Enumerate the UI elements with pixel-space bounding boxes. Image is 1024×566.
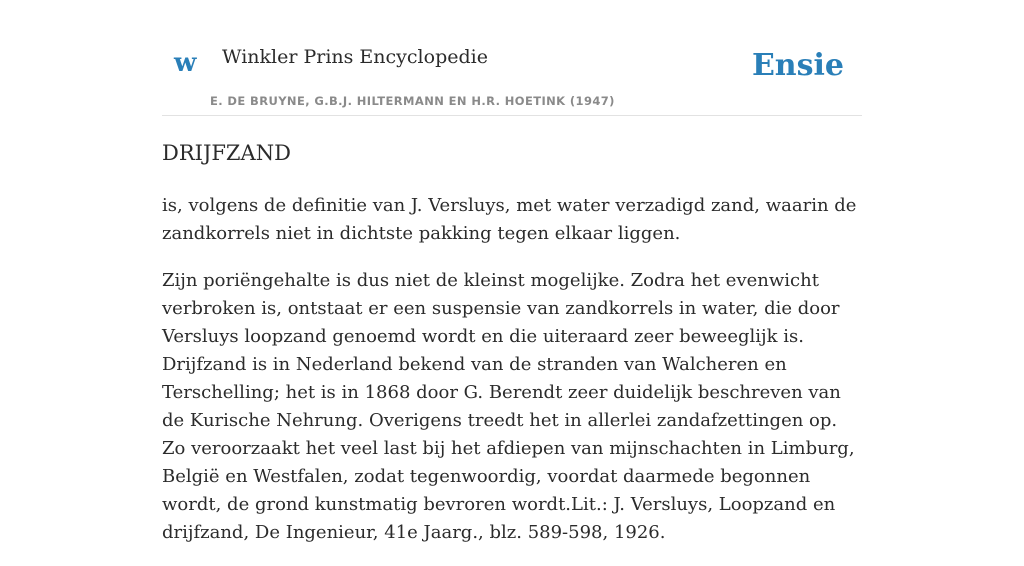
entry-paragraph: is, volgens de definitie van J. Versluys, met water verzadigd zand, waarin de zandkorrels niet in dichtste pakking tegen elkaar liggen. (162, 195, 857, 244)
publication-title[interactable]: Winkler Prins Encyclopedie (222, 46, 488, 68)
entry-title: DRIJFZAND (162, 141, 291, 165)
entry-body (162, 192, 862, 566)
site-logo[interactable]: Ensie (751, 48, 844, 83)
publication-authors: E. DE BRUYNE, G.B.J. HILTERMANN EN H.R. HOETINK (1947) (210, 94, 615, 108)
entry-paragraph: Zijn poriëngehalte is dus niet de kleinst mogelijke. Zodra het evenwicht verbroken is, ontstaat er een suspensie van zandkorrels in water, die door Versluys loopzand genoemd wordt en die uiteraard zeer beweeglijk is. Drijfzand is in Nederland bekend van de stranden van Walcheren en Terschelling; het is in 1868 door G. Berendt zeer duidelijk beschreven van de Kurische Nehrung. Overigens treedt het in allerlei zandafzettingen op. Zo veroorzaakt het veel last bij het afdiepen van mijnschachten in Limburg, België en Westfalen, zodat tegenwoordig, voordat daarmede begonnen wordt, de grond kunstmatig bevroren wordt.Lit.: J. Versluys, Loopzand en drijfzand, De Ingenieur, 41e Jaarg., blz. 589-598, 1926. (162, 270, 855, 543)
header (162, 0, 862, 116)
publication-logo[interactable]: w (174, 48, 197, 78)
